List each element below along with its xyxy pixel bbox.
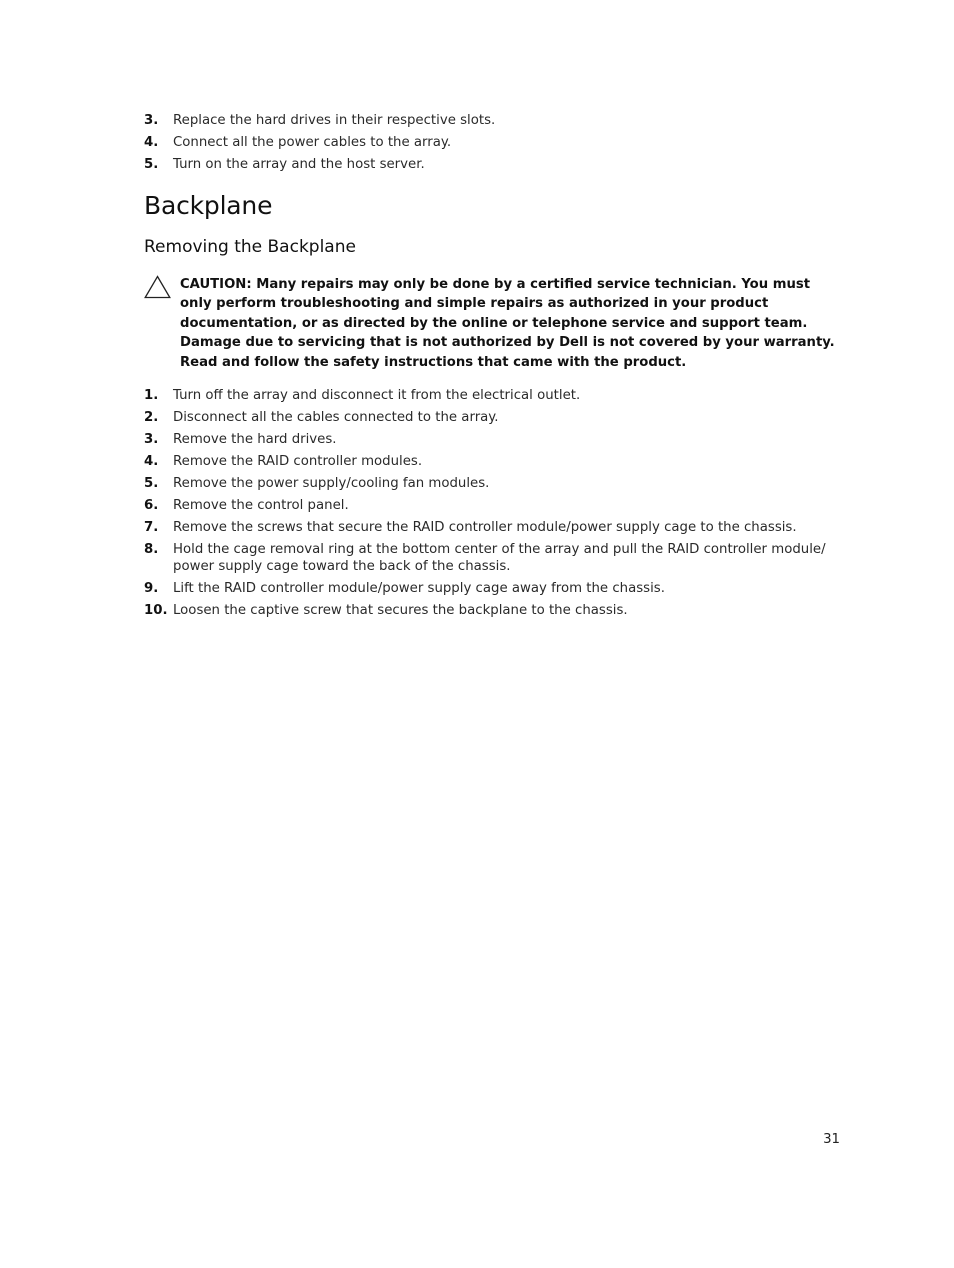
step-number: 4. — [144, 135, 159, 150]
list-item — [144, 409, 834, 426]
subsection-title: Removing the Backplane — [144, 237, 356, 257]
caution-triangle-icon — [144, 275, 171, 299]
continued-steps-list — [144, 112, 834, 173]
step-text: Remove the screws that secure the RAID controller module/power supply cage to the chassis. — [173, 520, 797, 536]
list-item — [144, 453, 834, 470]
step-text: Remove the RAID controller modules. — [173, 454, 423, 470]
step-text: Lift the RAID controller module/power supply cage away from the chassis. — [173, 581, 665, 597]
list-item — [144, 134, 834, 151]
step-number: 7. — [144, 520, 159, 536]
list-item — [144, 602, 834, 619]
step-text: Turn off the array and disconnect it from the electrical outlet. — [173, 388, 581, 404]
list-item — [144, 475, 834, 492]
step-number: 10. — [144, 603, 168, 619]
step-number: 5. — [144, 157, 159, 172]
list-item — [144, 156, 834, 173]
document-page — [144, 112, 834, 624]
caution-notice — [144, 275, 834, 372]
step-text: Turn on the array and the host server. — [173, 157, 425, 172]
list-item — [144, 519, 834, 536]
list-item — [144, 387, 834, 404]
step-text: Connect all the power cables to the array. — [173, 135, 452, 150]
step-text: Replace the hard drives in their respective slots. — [173, 113, 496, 128]
step-text: Loosen the captive screw that secures the backplane to the chassis. — [173, 603, 628, 619]
step-text: Remove the power supply/cooling fan modules. — [173, 476, 490, 492]
section-title: Backplane — [144, 191, 273, 220]
list-item — [144, 431, 834, 448]
step-text: Remove the hard drives. — [173, 432, 337, 448]
page-number: 31 — [823, 1132, 840, 1147]
list-item — [144, 112, 834, 129]
step-number: 4. — [144, 454, 159, 470]
step-number: 3. — [144, 432, 159, 448]
step-number: 9. — [144, 581, 159, 597]
step-number: 2. — [144, 410, 159, 426]
step-text: Hold the cage removal ring at the bottom center of the array and pull the RAID controller module/ power supply cage toward the back of the chassis. — [173, 542, 826, 575]
step-number: 8. — [144, 542, 159, 558]
list-item — [144, 497, 834, 514]
list-item — [144, 541, 834, 575]
step-number: 3. — [144, 113, 159, 128]
step-text: Remove the control panel. — [173, 498, 349, 514]
step-text: Disconnect all the cables connected to the array. — [173, 410, 499, 426]
caution-text: CAUTION: Many repairs may only be done by a certified service technician. You must only perform troubleshooting and simple repairs as authorized in your product documentation, or as directed by the online or telephone service and support team. Damage due to servicing that is not authorized by Dell is not covered by your warranty. Read and follow the safety instructions that came with the product. — [180, 277, 835, 370]
step-number: 6. — [144, 498, 159, 514]
removal-steps-list — [144, 387, 834, 619]
list-item — [144, 580, 834, 597]
step-number: 1. — [144, 388, 159, 404]
step-number: 5. — [144, 476, 159, 492]
